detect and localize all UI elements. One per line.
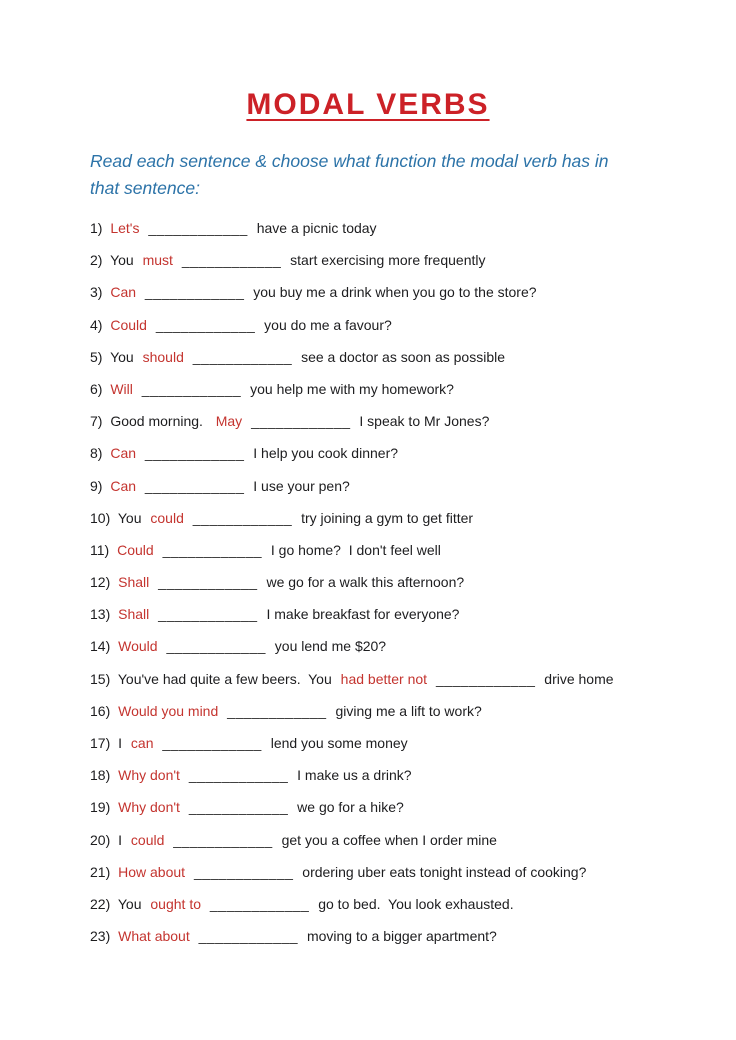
question-row [90,831,706,849]
question-post-text: try joining a gym to get fitter [301,509,474,526]
answer-blank[interactable]: ____________ [148,220,248,236]
question-post-text: we go for a hike? [297,799,404,816]
question-pre-text: You [110,252,134,269]
instructions-line-2: that sentence: [90,178,200,198]
question-post-text: lend you some money [270,735,408,751]
question-list [90,219,706,945]
answer-blank[interactable]: ____________ [144,445,245,462]
question-post-text: you lend me $20? [274,638,387,655]
modal-verb: Will [110,380,133,397]
answer-blank[interactable]: ____________ [144,477,245,494]
question-number: 9) [90,477,103,494]
question-row [90,734,706,752]
modal-verb: Would you mind [118,702,219,719]
question-post-text: I speak to Mr Jones? [359,413,490,430]
question-row [90,573,706,591]
question-number: 1) [90,220,103,236]
answer-blank[interactable]: ____________ [141,380,242,397]
modal-verb: Can [110,284,137,301]
question-post-text: I go home? I don't feel well [270,541,441,558]
question-row [90,283,706,301]
instructions [90,148,676,202]
question-row [90,444,706,462]
question-row [90,541,706,559]
question-row [90,477,706,495]
question-pre-text: You [110,348,134,365]
answer-blank[interactable]: ____________ [162,735,262,751]
answer-blank[interactable]: ____________ [155,316,256,333]
question-number: 3) [90,284,103,301]
modal-verb: Shall [118,606,150,623]
question-post-text: giving me a lift to work? [335,702,482,719]
modal-verb: should [142,348,184,365]
question-pre-text: I [118,735,123,751]
question-row [90,798,706,816]
page-title: MODAL VERBS [246,88,490,121]
modal-verb: Could [110,316,147,333]
answer-blank[interactable]: ____________ [166,638,266,655]
modal-verb: could [150,509,184,526]
modal-verb: How about [118,863,186,880]
answer-blank[interactable]: ____________ [209,895,310,912]
question-post-text: I use your pen? [253,477,350,494]
question-post-text: moving to a bigger apartment? [306,928,497,945]
question-number: 17) [90,735,111,751]
question-number: 4) [90,316,103,333]
question-post-text: I make breakfast for everyone? [266,606,460,623]
answer-blank[interactable]: ____________ [158,574,258,591]
question-post-text: we go for a walk this afternoon? [266,574,465,591]
modal-verb: could [130,831,165,848]
answer-blank[interactable]: ____________ [188,767,289,784]
question-post-text: you do me a favour? [264,316,392,333]
answer-blank[interactable]: ____________ [251,413,351,430]
question-row [90,380,706,398]
modal-verb: Could [117,541,154,558]
answer-blank[interactable]: ____________ [158,606,258,623]
question-row [90,251,706,269]
question-row [90,895,706,913]
question-post-text: ordering uber eats tonight instead of cooking? [302,863,587,880]
question-number: 8) [90,445,103,462]
question-number: 20) [90,831,111,848]
question-row [90,509,706,527]
question-row [90,863,706,881]
answer-blank[interactable]: ____________ [435,670,536,687]
question-number: 10) [90,509,111,526]
answer-blank[interactable]: ____________ [144,284,245,301]
question-pre-text: I [118,831,123,848]
answer-blank[interactable]: ____________ [227,702,327,719]
question-number: 13) [90,606,111,623]
answer-blank[interactable]: ____________ [181,252,282,269]
answer-blank[interactable]: ____________ [192,509,293,526]
question-post-text: drive home [544,670,614,687]
answer-blank[interactable]: ____________ [173,831,273,848]
question-pre-text: You [117,895,142,912]
question-number: 14) [90,638,111,655]
question-row [90,927,706,945]
question-row [90,670,706,688]
question-row [90,637,706,655]
modal-verb: Why don't [118,799,180,816]
question-post-text: I help you cook dinner? [253,445,399,462]
question-number: 15) [90,670,111,687]
question-number: 12) [90,574,111,591]
question-row [90,316,706,334]
question-post-text: get you a coffee when I order mine [281,831,497,848]
question-row [90,348,706,366]
question-number: 7) [90,413,103,430]
modal-verb: What about [118,928,190,945]
question-number: 22) [90,895,111,912]
question-row [90,702,706,720]
question-post-text: see a doctor as soon as possible [301,348,505,365]
question-number: 19) [90,799,111,816]
question-post-text: have a picnic today [256,220,377,236]
modal-verb: Why don't [118,767,180,784]
question-post-text: go to bed. You look exhausted. [318,895,514,912]
question-post-text: you buy me a drink when you go to the store? [253,284,537,301]
question-row [90,605,706,623]
modal-verb: Shall [118,574,150,591]
answer-blank[interactable]: ____________ [192,348,293,365]
question-number: 2) [90,252,103,269]
question-pre-text: You've had quite a few beers. You [117,670,332,687]
question-post-text: I make us a drink? [297,767,412,784]
answer-blank[interactable]: ____________ [162,541,263,558]
modal-verb: ought to [150,895,201,912]
question-post-text: start exercising more frequently [290,252,486,269]
question-pre-text: You [117,509,142,526]
modal-verb: had better not [340,670,428,687]
question-pre-text: Good morning. [110,413,207,430]
question-number: 5) [90,348,103,365]
modal-verb: Can [110,445,137,462]
answer-blank[interactable]: ____________ [198,928,299,945]
modal-verb: Can [110,477,137,494]
question-number: 18) [90,767,111,784]
modal-verb: can [130,735,154,751]
answer-blank[interactable]: ____________ [188,799,289,816]
question-number: 6) [90,380,103,397]
modal-verb: Would [118,638,158,655]
instructions-line-1: Read each sentence & choose what function the modal verb has in [90,151,609,171]
question-number: 21) [90,863,111,880]
modal-verb: must [142,252,173,269]
question-number: 11) [90,541,110,558]
answer-blank[interactable]: ____________ [193,863,294,880]
question-row [90,219,706,237]
question-row [90,766,706,784]
modal-verb: May [215,413,243,430]
question-number: 16) [90,702,111,719]
question-number: 23) [90,928,111,945]
question-row [90,412,706,430]
modal-verb: Let's [110,220,140,236]
question-post-text: you help me with my homework? [250,380,454,397]
